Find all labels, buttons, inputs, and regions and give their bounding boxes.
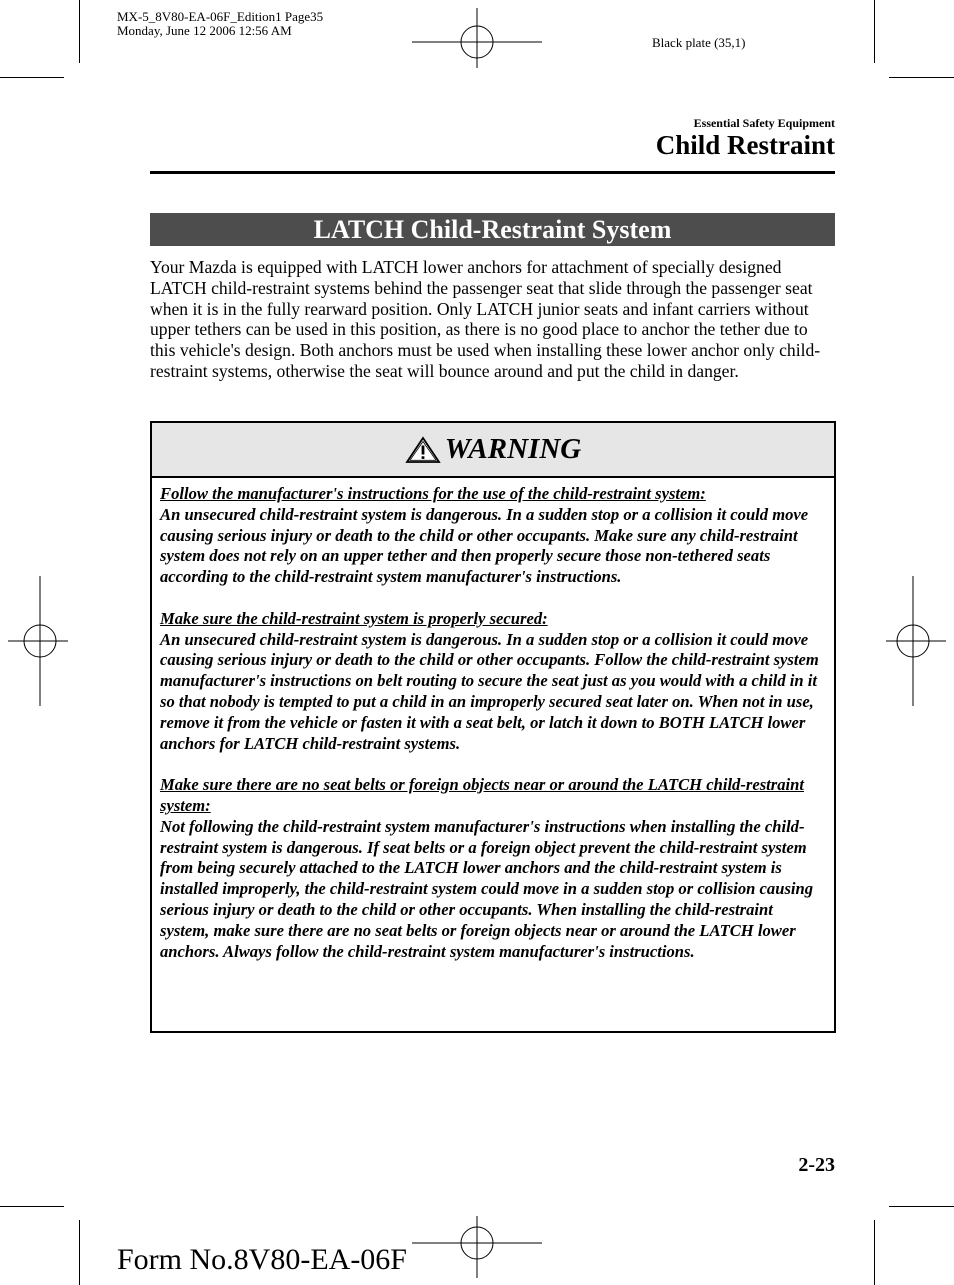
warning-triangle-icon (405, 436, 441, 464)
crop-mark (874, 0, 875, 63)
registration-mark-icon (412, 1216, 542, 1285)
crop-mark (79, 1220, 80, 1285)
warning-item-text: An unsecured child-restraint system is dangerous. In a sudden stop or a collision it could move causing serious injury or death to the child or other occupants. Follow the child-restraint system manufacturer's instructions on belt routing to secure the seat just as you would with a child in it so that nobody is tempted to put a child in an improperly secured seat later on. When not in use, remove it from the vehicle or fasten it with a seat belt, or latch it down to BOTH LATCH lower anchors for LATCH child-restraint systems. (160, 629, 819, 753)
print-meta-plate: Black plate (35,1) (652, 35, 746, 50)
warning-box (150, 421, 836, 1033)
warning-header (152, 423, 834, 478)
crop-mark (0, 1206, 64, 1207)
registration-mark-icon (886, 576, 946, 706)
header-rule (150, 171, 835, 174)
warning-title: WARNING (444, 433, 582, 465)
warning-item-text: An unsecured child-restraint system is dangerous. In a sudden stop or a collision it could move causing serious injury or death to the child or other occupants. Make sure any child-restraint system does not rely on an upper tether and then properly secure those non-tethered seats according to the child-restraint system manufacturer's instructions. (160, 504, 809, 587)
crop-mark (0, 77, 64, 78)
registration-mark-icon (412, 8, 542, 68)
warning-body (152, 478, 834, 962)
print-meta-date: Monday, June 12 2006 12:56 AM (117, 23, 292, 38)
page-number: 2-23 (798, 1154, 835, 1176)
crop-mark (889, 1206, 954, 1207)
warning-item-heading: Make sure there are no seat belts or foreign objects near or around the LATCH child-restraint system: (160, 775, 804, 815)
crop-mark (889, 77, 954, 78)
intro-paragraph: Your Mazda is equipped with LATCH lower anchors for attachment of specially designed LATCH child-restraint systems behind the passenger seat that slide through the passenger seat when it is in the fully rearward position. Only LATCH junior seats and infant carriers without upper tethers can be used in this position, as there is no good place to anchor the tether due to this vehicle's design. Both anchors must be used when installing these lower anchor only child-restraint systems, otherwise the seat will bounce around and put the child in danger. (150, 257, 821, 381)
print-meta-file: MX-5_8V80-EA-06F_Edition1 Page35 (117, 9, 324, 24)
section-name: Essential Safety Equipment (693, 116, 835, 130)
page-title: Child Restraint (655, 130, 835, 160)
crop-mark (874, 1220, 875, 1285)
warning-item-text: Not following the child-restraint system manufacturer's instructions when installing the child-restraint system is dangerous. If seat belts or a foreign object prevent the child-restraint system from being securely attached to the LATCH lower anchors and the child-restraint system is installed improperly, the child-restraint system could move in a sudden stop or collision causing serious injury or death to the child or other occupants. When installing the child-restraint system, make sure there are no seat belts or foreign objects near or around the LATCH lower anchors. Always follow the child-restraint system manufacturer's instructions. (160, 816, 814, 961)
warning-item-heading: Make sure the child-restraint system is properly secured: (160, 608, 548, 628)
warning-item-heading: Follow the manufacturer's instructions for the use of the child-restraint system: (160, 484, 706, 503)
section-banner: LATCH Child-Restraint System (150, 213, 835, 246)
crop-mark (79, 0, 80, 63)
registration-mark-icon (8, 576, 68, 706)
form-number: Form No.8V80-EA-06F (117, 1243, 407, 1276)
